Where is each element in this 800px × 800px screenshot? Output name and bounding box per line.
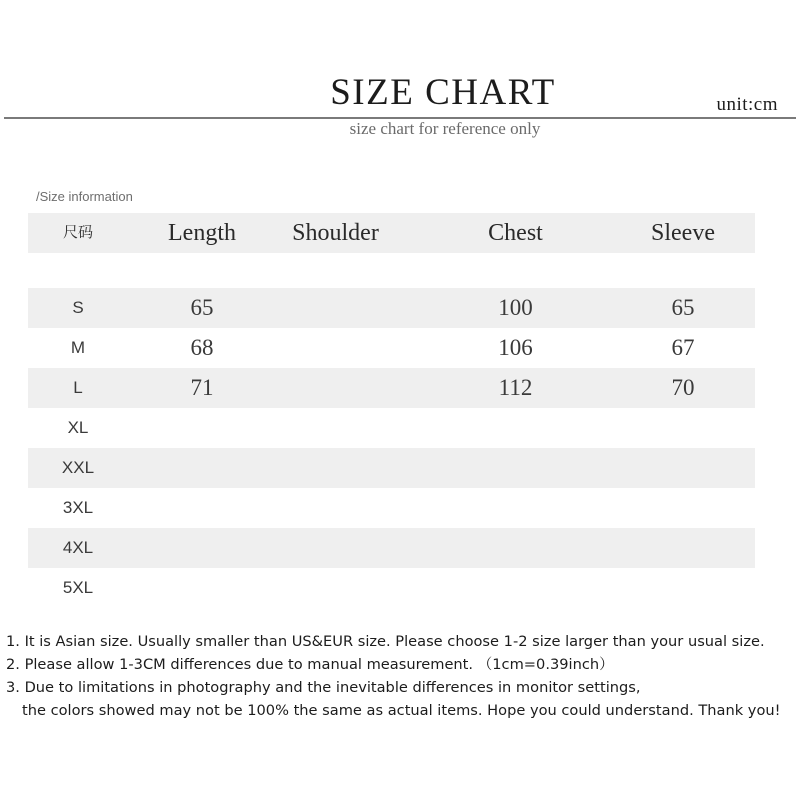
column-header-length: Length [168, 220, 236, 246]
sleeve-cell [633, 448, 733, 488]
sleeve-cell: 67 [671, 335, 695, 360]
note-line-4: the colors showed may not be 100% the same as actual items. Hope you could understand. Thank you! [22, 702, 781, 719]
size-cell: L [73, 378, 83, 397]
table-header-row [28, 213, 755, 253]
sleeve-cell: 65 [671, 295, 695, 320]
shoulder-cell [283, 488, 388, 528]
note-line-1: 1. It is Asian size. Usually smaller than US&EUR size. Please choose 1-2 size larger than your usual size. [6, 633, 765, 650]
shoulder-cell [283, 528, 388, 568]
size-cell: XXL [61, 458, 95, 477]
note-line-3: 3. Due to limitations in photography and the inevitable differences in monitor settings, [6, 679, 641, 696]
table-spacer [28, 253, 755, 288]
size-cell: 5XL [62, 578, 94, 597]
length-cell [152, 448, 252, 488]
note-line-2: 2. Please allow 1-3CM differences due to manual measurement. （1cm=0.39inch） [6, 656, 614, 673]
page-subtitle: size chart for reference only [349, 119, 541, 138]
size-cell: 4XL [62, 538, 94, 557]
table-row [28, 368, 755, 408]
chest-cell [463, 448, 568, 488]
shoulder-cell [283, 448, 388, 488]
shoulder-cell [283, 568, 388, 608]
chest-cell [463, 488, 568, 528]
size-cell: 3XL [62, 498, 94, 517]
size-cell: S [72, 298, 84, 317]
length-cell: 71 [190, 375, 214, 400]
column-header-sleeve: Sleeve [651, 220, 715, 246]
chest-cell: 100 [498, 295, 533, 320]
sleeve-cell [633, 528, 733, 568]
shoulder-cell [283, 368, 388, 408]
size-cell: XL [67, 418, 89, 437]
sleeve-cell [633, 408, 733, 448]
length-cell: 68 [190, 335, 214, 360]
shoulder-cell [283, 288, 388, 328]
length-cell [152, 488, 252, 528]
length-cell [152, 568, 252, 608]
shoulder-cell [283, 328, 388, 368]
chest-cell: 106 [498, 335, 533, 360]
length-cell [152, 528, 252, 568]
unit-label: unit:cm [716, 94, 778, 115]
shoulder-cell [283, 408, 388, 448]
column-header-size: 尺码 [62, 224, 93, 241]
column-header-chest: Chest [488, 220, 543, 246]
column-header-shoulder: Shoulder [292, 220, 379, 246]
sleeve-cell [633, 568, 733, 608]
length-cell: 65 [190, 295, 214, 320]
notes-block [6, 630, 780, 722]
chest-cell [463, 568, 568, 608]
length-cell [152, 408, 252, 448]
chest-cell [463, 408, 568, 448]
table-row [28, 288, 755, 328]
table-row [28, 408, 755, 448]
section-label: /Size information [36, 189, 133, 204]
page-title: SIZE CHART [330, 72, 556, 113]
sleeve-cell: 70 [671, 375, 695, 400]
table-row [28, 448, 755, 488]
table-row [28, 528, 755, 568]
table-row [28, 488, 755, 528]
table-row [28, 328, 755, 368]
sleeve-cell [633, 488, 733, 528]
chest-cell: 112 [498, 375, 533, 400]
size-table [28, 213, 755, 608]
chest-cell [463, 528, 568, 568]
table-row [28, 568, 755, 608]
size-cell: M [70, 338, 86, 357]
